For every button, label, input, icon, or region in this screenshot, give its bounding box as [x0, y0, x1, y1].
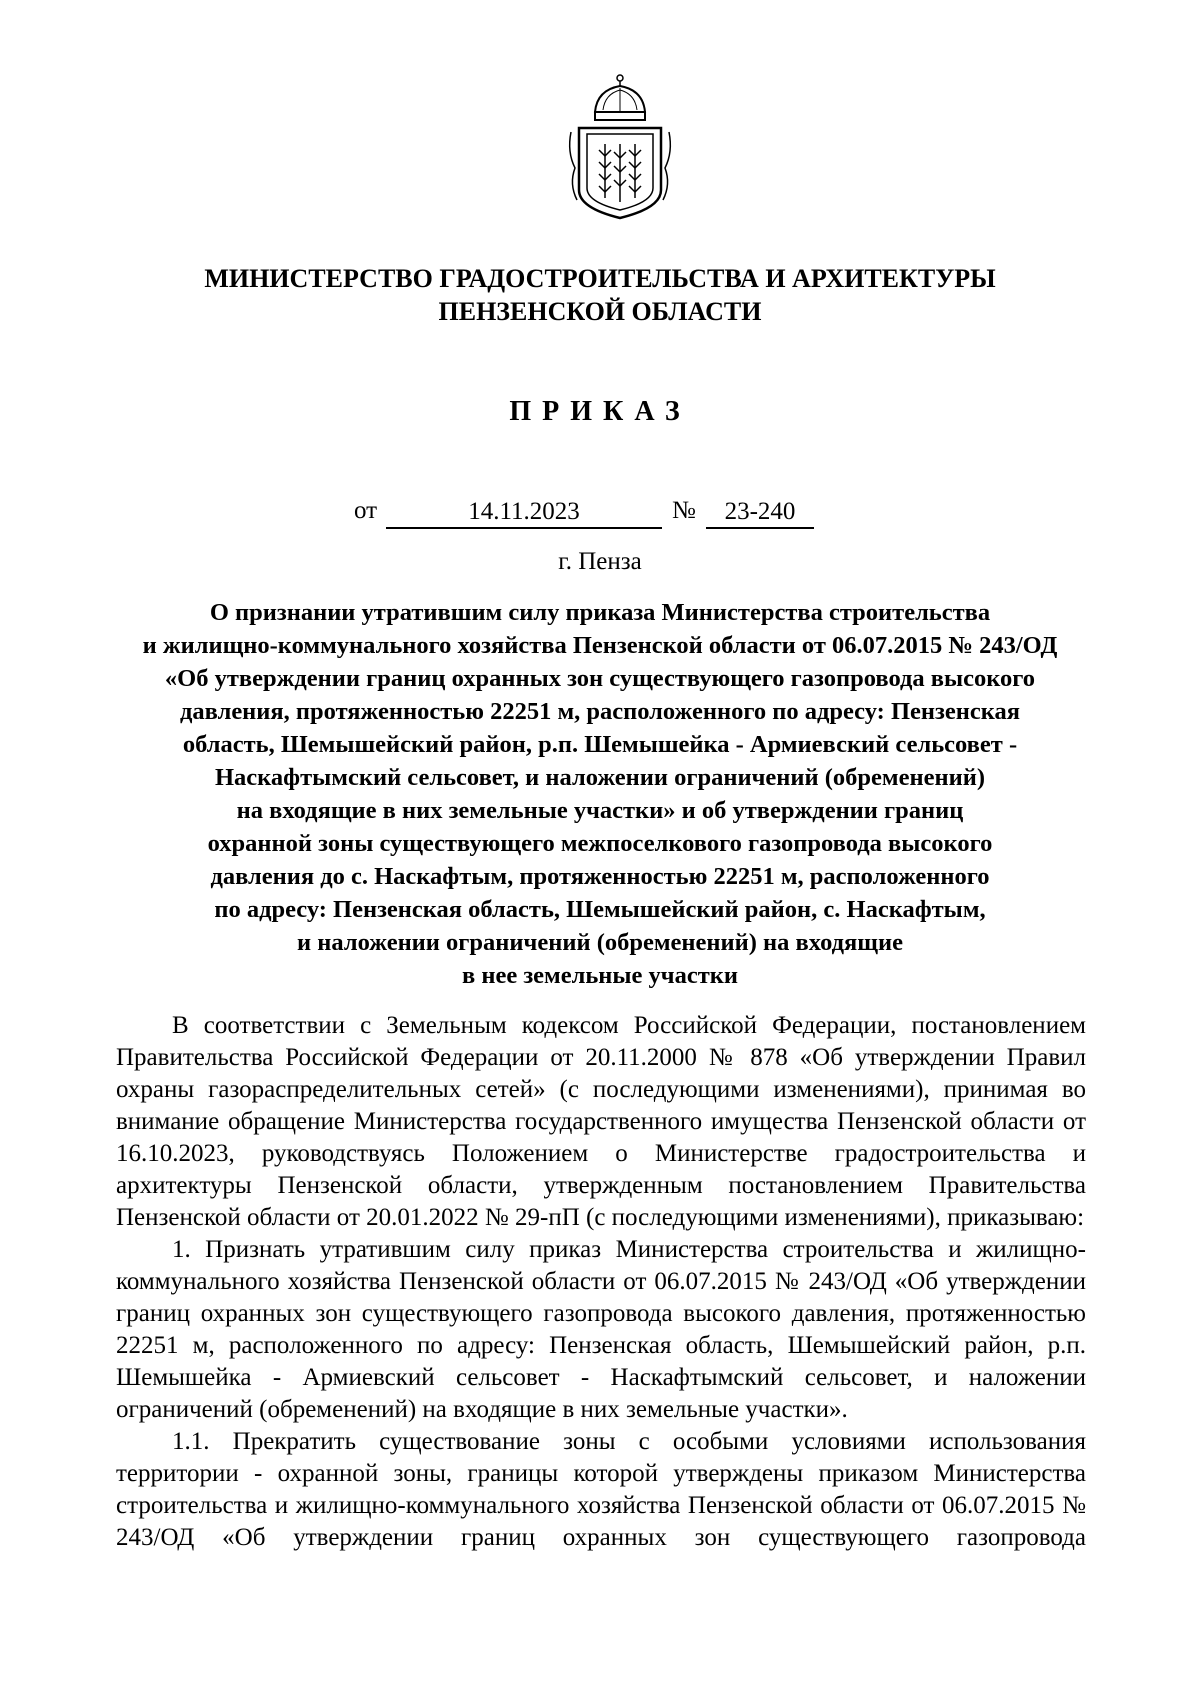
body-paragraph-item-1-1: 1.1. Прекратить существование зоны с особыми условиями использования территории - охранной зоны, границы которой утверждены приказом Министерства строительства и жилищно-коммунального хозяйства Пензенской области от 06.07.2015 № 243/ОД «Об утверждении границ охранных зон существующего газопровода: [116, 1428, 1086, 1551]
ministry-name-line1: МИНИСТЕРСТВО ГРАДОСТРОИТЕЛЬСТВА И АРХИТЕКТУРЫ: [204, 264, 996, 293]
date-number-line: [0, 497, 1200, 527]
order-subject: [110, 596, 1090, 992]
subject-line: и наложении ограничений (обременений) на входящие: [297, 929, 903, 956]
subject-line: давления, протяженностью 22251 м, расположенного по адресу: Пензенская: [180, 698, 1020, 725]
body-paragraph-item-1: 1. Признать утратившим силу приказ Министерства строительства и жилищно-коммунального хозяйства Пензенской области от 06.07.2015 № 243/ОД «Об утверждении границ охранных зон существующего газопровода высокого давления, протяженностью 22251 м, расположенного по адресу: Пензенская область, Шемышейский район, р.п. Шемышейка - Армиевский сельсовет - Наскафтымский сельсовет, и наложении ограничений (обременений) на входящие в них земельные участки».: [116, 1236, 1086, 1423]
ministry-name-line2: ПЕНЗЕНСКОЙ ОБЛАСТИ: [438, 297, 762, 326]
subject-line: Наскафтымский сельсовет, и наложении ограничений (обременений): [214, 764, 985, 791]
subject-line: на входящие в них земельные участки» и об утверждении границ: [236, 797, 964, 824]
subject-line: охранной зоны существующего межпоселкового газопровода высокого: [207, 830, 993, 857]
subject-line: область, Шемышейский район, р.п. Шемышейка - Армиевский сельсовет -: [182, 731, 1018, 758]
body-paragraph-preamble: В соответствии с Земельным кодексом Российской Федерации, постановлением Правительства Российской Федерации от 20.11.2000 № 878 «Об утверждении Правил охраны газораспределительных сетей» (с последующими изменениями), принимая во внимание обращение Министерства государственного имущества Пензенской области от 16.10.2023, руководствуясь Положением о Министерстве градостроительства и архитектуры Пензенской области, утвержденным постановлением Правительства Пензенской области от 20.01.2022 № 29-пП (с последующими изменениями), приказываю:: [116, 1012, 1086, 1231]
subject-line: давления до с. Наскафтым, протяженностью 22251 м, расположенного: [210, 863, 990, 890]
order-title: ПРИКАЗ: [509, 396, 691, 427]
order-date: 14.11.2023: [386, 497, 662, 529]
ministry-name: [0, 262, 1200, 328]
city: г. Пенза: [558, 548, 642, 575]
order-body: [116, 1010, 1086, 1554]
subject-line: по адресу: Пензенская область, Шемышейский район, с. Наскафтым,: [214, 896, 986, 923]
subject-line: «Об утверждении границ охранных зон существующего газопровода высокого: [164, 665, 1036, 692]
date-prefix: от: [354, 497, 378, 524]
coat-of-arms-icon: [565, 72, 675, 222]
order-number: 23-240: [706, 497, 814, 529]
subject-line: в нее земельные участки: [461, 962, 739, 989]
subject-line: и жилищно-коммунального хозяйства Пензенской области от 06.07.2015 № 243/ОД: [142, 632, 1058, 659]
subject-line: О признании утратившим силу приказа Министерства строительства: [209, 599, 991, 626]
number-sign: №: [672, 497, 696, 524]
